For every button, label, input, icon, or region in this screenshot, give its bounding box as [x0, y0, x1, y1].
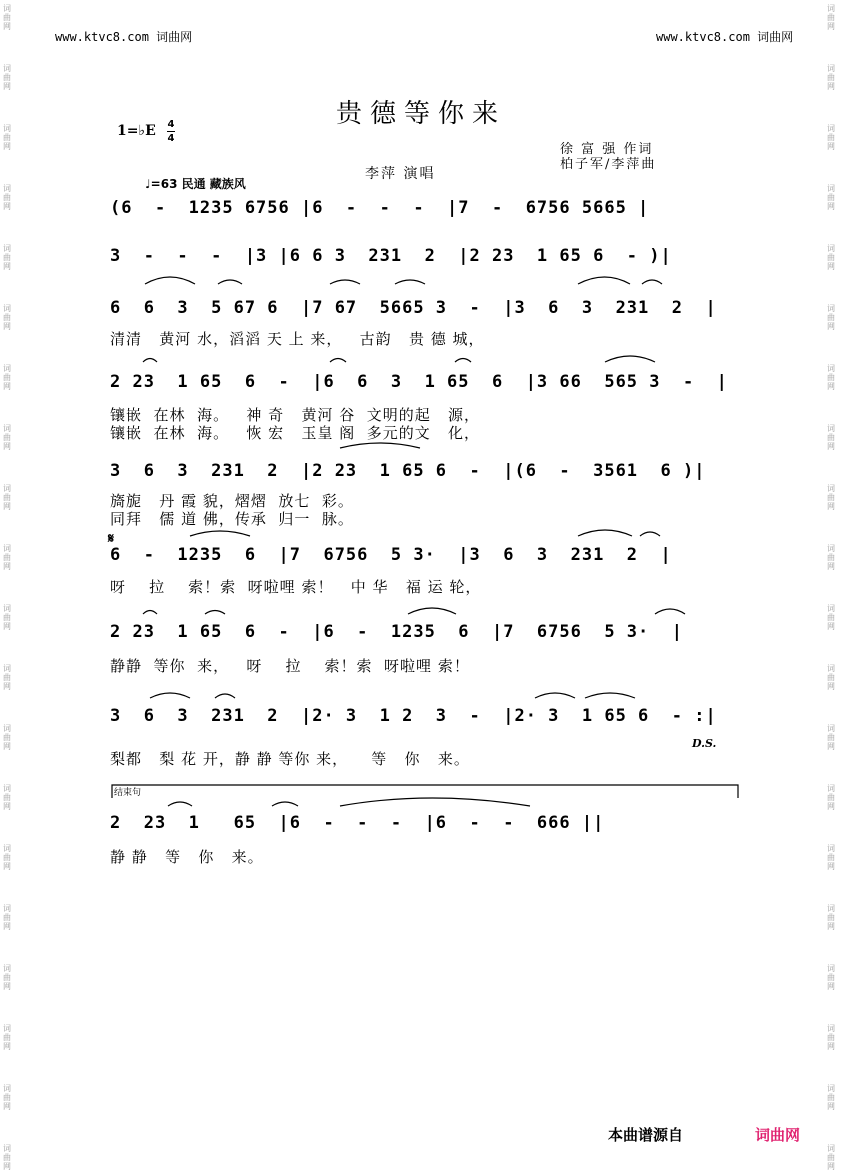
segno-sign: 𝄋	[108, 531, 115, 547]
lyric-line-4a: 镶嵌 在林 海。 神 奇 黄河 谷 文明的起 源，	[110, 406, 481, 424]
slur-arc	[150, 693, 190, 698]
side-watermark-text: 词 曲 网	[3, 1024, 11, 1051]
side-watermark-text: 词 曲 网	[827, 844, 835, 871]
side-watermark-text: 词 曲 网	[827, 664, 835, 691]
side-watermark-text: 词 曲 网	[3, 64, 11, 91]
lyric-line-8: 梨都 梨 花 开，静 静 等你 来， 等 你 来。	[110, 750, 470, 768]
slur-arc	[655, 609, 685, 614]
side-watermark-text: 词 曲 网	[3, 484, 11, 511]
side-watermark-text: 词 曲 网	[827, 364, 835, 391]
song-title: 贵德等你来	[335, 99, 506, 129]
side-watermark-text: 词 曲 网	[3, 724, 11, 751]
side-watermark-text: 词 曲 网	[827, 4, 835, 31]
lyric-line-4b: 镶嵌 在林 海。 恢 宏 玉皇 阁 多元的文 化，	[110, 424, 481, 442]
side-watermark-text: 词 曲 网	[3, 1084, 11, 1111]
slur-arc	[143, 611, 157, 615]
notation-line-2: 3 - - - |3 |6 6 3 231 2 |2 23 1 65 6 - )|	[110, 246, 672, 266]
side-watermark-text: 词 曲 网	[827, 724, 835, 751]
slur-arc	[642, 280, 662, 284]
lyric-line-5b: 同拜 儒 道 佛，传承 归一 脉。	[110, 510, 354, 528]
lyric-line-6: 呀 拉 索！索 呀啦哩 索！ 中 华 福 运 轮，	[110, 578, 482, 596]
lyric-line-9: 静 静 等 你 来。	[110, 848, 264, 866]
side-watermark-text: 词 曲 网	[3, 424, 11, 451]
slur-arc	[143, 359, 157, 363]
side-watermark-text: 词 曲 网	[827, 64, 835, 91]
side-watermark-text: 词 曲 网	[827, 424, 835, 451]
side-watermark-text: 词 曲 网	[3, 124, 11, 151]
slur-arc	[395, 280, 425, 284]
ds-marking: D.S.	[692, 737, 717, 750]
notation-line-8: 3 6 3 231 2 |2· 3 1 2 3 - |2· 3 1 65 6 - :|	[110, 706, 717, 726]
notation-line-6: 6 - 1235 6 |7 6756 5 3· |3 6 3 231 2 |	[110, 545, 672, 565]
tempo-marking: ♩=63 民通 藏族风	[145, 177, 246, 191]
header-watermark-left: www.ktvc8.com 词曲网	[55, 30, 193, 44]
slur-arc	[605, 356, 655, 362]
lyric-line-3: 清清 黄河 水，滔滔 天 上 来， 古韵 贵 德 城，	[110, 330, 485, 348]
slur-arc	[578, 277, 630, 284]
side-watermark-text: 词 曲 网	[827, 1024, 835, 1051]
slur-arc	[578, 530, 632, 536]
side-watermark-text: 词 曲 网	[3, 364, 11, 391]
meter-top: 4	[167, 119, 175, 130]
side-watermark-text: 词 曲 网	[3, 244, 11, 271]
slur-arc	[205, 611, 225, 615]
key-signature: 1=♭E	[117, 123, 156, 139]
side-watermark-text: 词 曲 网	[3, 604, 11, 631]
lyric-line-7: 静静 等你 来， 呀 拉 索！索 呀啦哩 索！	[110, 657, 470, 675]
side-watermark-text: 词 曲 网	[827, 1144, 835, 1171]
side-watermark-text: 词 曲 网	[3, 544, 11, 571]
slur-arc	[215, 694, 235, 698]
slur-arc	[640, 532, 660, 536]
slur-arc	[218, 280, 242, 284]
side-watermark-text: 词 曲 网	[3, 664, 11, 691]
slur-arc	[190, 531, 250, 536]
slur-arc	[340, 443, 420, 448]
notation-line-4: 2 23 1 65 6 - |6 6 3 1 65 6 |3 66 565 3 - |	[110, 372, 728, 392]
side-watermark-text: 词 曲 网	[827, 904, 835, 931]
side-watermark-text: 词 曲 网	[827, 484, 835, 511]
slur-arc	[272, 802, 298, 806]
slur-arc	[585, 693, 635, 698]
side-watermark-text: 词 曲 网	[3, 784, 11, 811]
ending-label: 结束句	[114, 788, 142, 798]
lyricist-credit: 徐 富 强 作词	[560, 142, 654, 157]
notation-line-5: 3 6 3 231 2 |2 23 1 65 6 - |(6 - 3561 6 )|	[110, 461, 706, 481]
notation-line-1: (6 - 1235 6756 |6 - - - |7 - 6756 5665 |	[110, 198, 650, 218]
slur-arc	[455, 359, 471, 363]
side-watermark-text: 词 曲 网	[3, 844, 11, 871]
notation-line-7: 2 23 1 65 6 - |6 - 1235 6 |7 6756 5 3· |	[110, 622, 683, 642]
side-watermark-text: 词 曲 网	[827, 784, 835, 811]
header-watermark-right: www.ktvc8.com 词曲网	[656, 30, 794, 44]
meter-bottom: 4	[167, 133, 175, 144]
slur-arc	[168, 802, 192, 806]
notation-line-3: 6 6 3 5 67 6 |7 67 5665 3 - |3 6 3 231 2 |	[110, 298, 717, 318]
slur-arc	[340, 798, 530, 806]
lyric-line-5a: 旖旎 丹 霞 貌，熠熠 放七 彩。	[110, 492, 354, 510]
side-watermark-text: 词 曲 网	[3, 184, 11, 211]
side-watermark-text: 词 曲 网	[827, 304, 835, 331]
side-watermark-text: 词 曲 网	[827, 244, 835, 271]
singer-credit: 李萍 演唱	[365, 166, 436, 182]
side-watermark-text: 词 曲 网	[827, 604, 835, 631]
slur-arc	[535, 693, 575, 698]
footer-brand-link[interactable]: 词曲网	[755, 1126, 801, 1144]
footer-source: 本曲谱源自	[608, 1126, 684, 1144]
side-watermark-text: 词 曲 网	[3, 1144, 11, 1171]
side-watermark-text: 词 曲 网	[3, 904, 11, 931]
slur-arc	[145, 277, 195, 284]
side-watermark-text: 词 曲 网	[827, 964, 835, 991]
slur-arc	[408, 608, 456, 614]
side-watermark-text: 词 曲 网	[827, 1084, 835, 1111]
side-watermark-text: 词 曲 网	[3, 304, 11, 331]
notation-line-9: 2 23 1 65 |6 - - - |6 - - 666 ||	[110, 813, 605, 833]
composer-credit: 柏子军/李萍曲	[560, 157, 657, 172]
side-watermark-text: 词 曲 网	[827, 544, 835, 571]
side-watermark-text: 词 曲 网	[827, 184, 835, 211]
ending-bracket	[112, 785, 738, 798]
side-watermark-text: 词 曲 网	[3, 4, 11, 31]
slur-arc	[330, 359, 346, 363]
side-watermark-text: 词 曲 网	[827, 124, 835, 151]
side-watermark-text: 词 曲 网	[3, 964, 11, 991]
slur-arc	[330, 280, 360, 284]
